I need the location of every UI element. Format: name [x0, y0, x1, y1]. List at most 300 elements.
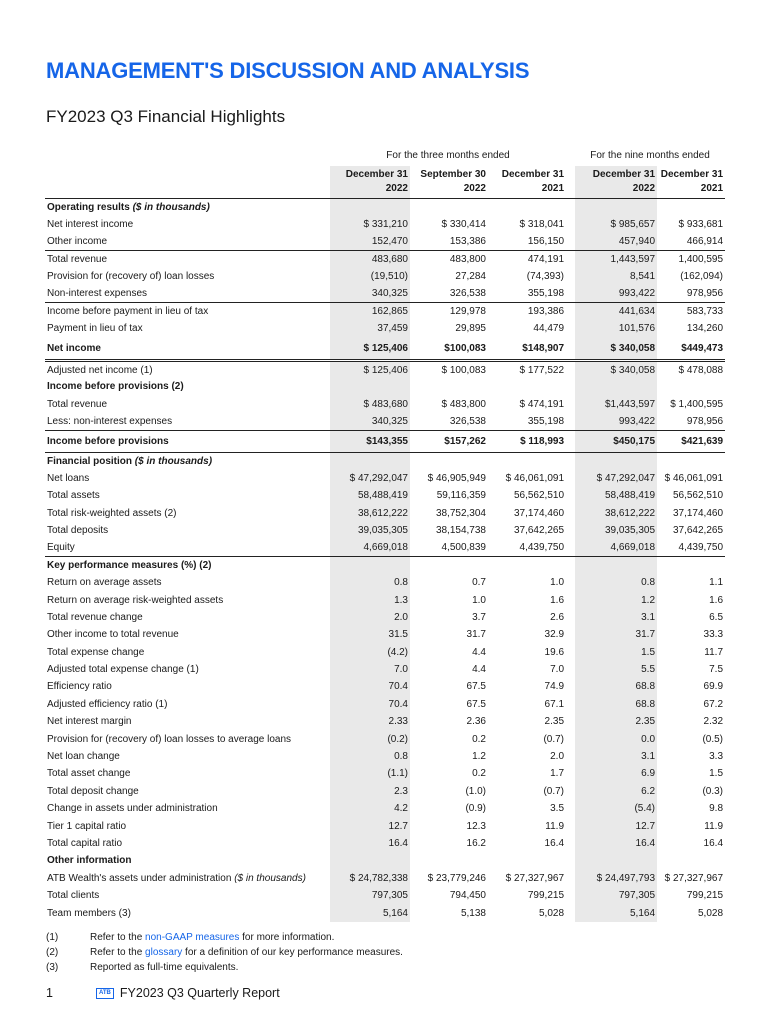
table-cell: $421,639: [657, 430, 725, 452]
table-cell: 1.6: [709, 594, 724, 606]
table-cell: $450,175: [575, 430, 657, 452]
table-cell: 483,800: [410, 251, 488, 268]
table-cell: 1.5: [709, 768, 724, 780]
table-cell: (4.2): [330, 643, 410, 660]
table-cell: 2.36: [466, 716, 486, 728]
table-cell: [575, 378, 657, 395]
row-label: Adjusted efficiency ratio (1): [47, 698, 168, 710]
table-cell: 0.8: [330, 748, 410, 765]
table-row: [45, 748, 725, 765]
table-cell: 6.5: [709, 611, 724, 623]
column-spacer: [566, 783, 575, 800]
table-row: [45, 765, 725, 782]
table-cell: 466,914: [686, 236, 724, 248]
column-spacer: [566, 361, 575, 378]
table-cell: 4.2: [330, 800, 410, 817]
table-cell: 2.3: [330, 783, 410, 800]
table-cell: 355,198: [527, 415, 565, 427]
table-cell: 5,138: [460, 907, 486, 919]
table-cell: 56,562,510: [513, 490, 565, 502]
row-label: ATB Wealth's assets under administration ($ in thousands): [47, 872, 306, 884]
table-row: [45, 678, 725, 695]
row-label: Less: non-interest expenses: [47, 415, 173, 427]
table-cell: (0.7): [543, 733, 565, 745]
table-cell: 7.0: [550, 664, 565, 676]
row-label: Equity: [45, 539, 330, 556]
row-label: Provision for (recovery of) loan losses to average loans: [47, 733, 292, 745]
table-cell: (0.2): [330, 730, 410, 747]
table-cell: 457,940: [575, 233, 657, 250]
table-cell: $ 483,680: [330, 395, 410, 412]
table-cell: 29,895: [455, 323, 486, 335]
table-cell: 16.4: [330, 835, 410, 852]
table-cell: 4,500,839: [410, 539, 488, 556]
table-cell: 31.7: [575, 626, 657, 643]
table-cell: [410, 852, 488, 869]
table-cell: 326,538: [449, 415, 486, 427]
column-spacer: [566, 626, 575, 643]
table-cell: [330, 852, 410, 869]
table-row: [45, 539, 725, 556]
table-cell: 978,956: [686, 288, 724, 300]
table-cell: [330, 378, 410, 395]
table-cell: 2.33: [330, 713, 410, 730]
column-spacer: [566, 233, 575, 250]
row-label: Total revenue: [47, 398, 108, 410]
table-cell: 59,116,359: [436, 490, 486, 502]
table-cell: 2.0: [550, 751, 565, 763]
table-cell: 0.8: [330, 574, 410, 591]
section-header-row: [45, 199, 725, 216]
table-row: [45, 303, 725, 320]
table-cell: 16.2: [466, 837, 486, 849]
section-header-row: [45, 557, 725, 574]
table-cell: 5,028: [538, 907, 565, 919]
report-title: FY2023 Q3 Quarterly Report: [119, 986, 280, 1000]
table-row: [45, 251, 725, 268]
table-cell: 1.2: [472, 751, 486, 763]
row-label: Income before provisions: [45, 430, 330, 452]
table-cell: 1.1: [709, 577, 724, 589]
table-cell: $ 125,406: [330, 361, 410, 378]
row-label: Return on average assets: [47, 577, 162, 589]
table-cell: 129,978: [410, 303, 488, 320]
row-label: Tier 1 capital ratio: [47, 820, 127, 832]
table-cell: [330, 557, 410, 574]
table-cell: 37,174,460: [513, 507, 565, 519]
table-cell: (0.9): [465, 803, 486, 815]
table-cell: [488, 852, 566, 869]
table-row: [45, 835, 725, 852]
row-label: Adjusted net income (1): [45, 361, 330, 378]
row-label: Other information: [47, 855, 132, 867]
table-cell: 7.5: [709, 664, 724, 676]
table-row: [45, 320, 725, 337]
table-cell: 37,459: [330, 320, 410, 337]
section-header-row: [45, 852, 725, 869]
column-spacer: [566, 303, 575, 320]
table-cell: 16.4: [544, 837, 565, 849]
table-row: [45, 870, 725, 887]
table-row: [45, 504, 725, 521]
table-cell: [410, 452, 488, 469]
column-header: September 30 2022: [420, 169, 486, 194]
row-label: Total capital ratio: [47, 837, 123, 849]
table-cell: [330, 452, 410, 469]
table-cell: 1,443,597: [575, 251, 657, 268]
column-spacer: [566, 904, 575, 921]
table-cell: 31.5: [330, 626, 410, 643]
table-cell: (74,393): [526, 271, 565, 283]
table-cell: 27,284: [455, 271, 486, 283]
table-cell: 4,439,750: [657, 539, 725, 556]
table-cell: 31.7: [466, 629, 486, 641]
column-spacer: [566, 378, 575, 395]
table-cell: 6.2: [575, 783, 657, 800]
table-cell: 156,150: [527, 236, 565, 248]
table-row: [45, 487, 725, 504]
table-cell: 38,154,738: [435, 524, 486, 536]
table-cell: 3.7: [472, 611, 486, 623]
table-row: [45, 783, 725, 800]
table-cell: 993,422: [575, 285, 657, 302]
table-cell: 38,612,222: [575, 504, 657, 521]
table-row: [45, 817, 725, 834]
row-label: Net loans: [47, 472, 90, 484]
table-cell: 4.4: [472, 646, 486, 658]
table-row: [45, 591, 725, 608]
table-row: [45, 696, 725, 713]
footnote: (3) Reported as full-time equivalents.: [46, 962, 239, 973]
column-spacer: [566, 413, 575, 430]
nine-months-header: For the nine months ended: [590, 150, 710, 161]
table-row: [45, 522, 725, 539]
footnote: (1) Refer to the non-GAAP measures for more information.: [46, 932, 335, 943]
column-spacer: [566, 574, 575, 591]
column-spacer: [566, 835, 575, 852]
column-spacer: [566, 696, 575, 713]
column-spacer: [566, 430, 575, 452]
column-spacer: [566, 852, 575, 869]
table-cell: $ 46,905,949: [427, 472, 486, 484]
table-cell: 2.6: [550, 611, 565, 623]
table-cell: $ 100,083: [410, 361, 488, 378]
table-cell: 1.0: [550, 577, 565, 589]
column-spacer: [566, 713, 575, 730]
row-label: Total expense change: [47, 646, 145, 658]
row-label: Net interest margin: [47, 716, 132, 728]
table-row: [45, 361, 725, 378]
column-spacer: [566, 285, 575, 302]
column-spacer: [566, 643, 575, 660]
footnote-link[interactable]: non-GAAP measures: [145, 932, 240, 943]
table-row: [45, 470, 725, 487]
table-cell: 2.35: [544, 716, 565, 728]
table-cell: 0.7: [472, 577, 486, 589]
table-cell: $ 318,041: [519, 219, 565, 231]
row-label: Net income: [45, 338, 330, 361]
row-label: Other income: [47, 236, 108, 248]
table-cell: 68.8: [575, 696, 657, 713]
row-label: Financial position ($ in thousands): [47, 455, 213, 467]
table-cell: $1,443,597: [575, 395, 657, 412]
table-cell: 797,305: [330, 887, 410, 904]
table-cell: 7.0: [330, 661, 410, 678]
row-label: Total deposits: [47, 524, 109, 536]
table-cell: 3.1: [575, 609, 657, 626]
table-cell: 37,174,460: [672, 507, 724, 519]
table-cell: [410, 199, 488, 216]
table-cell: 56,562,510: [672, 490, 724, 502]
row-label: Total revenue: [45, 251, 330, 268]
table-cell: 39,035,305: [575, 522, 657, 539]
table-cell: [488, 452, 566, 469]
table-row: [45, 887, 725, 904]
table-cell: $ 125,406: [330, 338, 410, 361]
table-cell: 153,386: [449, 236, 486, 248]
table-cell: 794,450: [449, 890, 486, 902]
table-cell: 162,865: [330, 303, 410, 320]
table-cell: [575, 199, 657, 216]
table-cell: $ 27,327,967: [664, 872, 724, 884]
table-row: [45, 338, 725, 361]
table-cell: $ 24,497,793: [575, 870, 657, 887]
table-cell: 1.7: [550, 768, 565, 780]
table-cell: 70.4: [330, 678, 410, 695]
column-spacer: [566, 557, 575, 574]
column-spacer: [566, 504, 575, 521]
section-subtitle: FY2023 Q3 Financial Highlights: [46, 107, 286, 126]
column-header-row: [45, 166, 725, 199]
table-row: [45, 413, 725, 430]
column-spacer: [566, 800, 575, 817]
table-row: [45, 626, 725, 643]
table-cell: 58,488,419: [575, 487, 657, 504]
footnote: (2) Refer to the glossary for a definition of our key performance measures.: [46, 947, 403, 958]
column-spacer: [566, 870, 575, 887]
column-header: December 31 2022: [575, 166, 657, 199]
table-cell: 74.9: [544, 681, 565, 693]
table-cell: 37,642,265: [513, 524, 565, 536]
row-label: Change in assets under administration: [47, 803, 218, 815]
table-cell: [657, 557, 725, 574]
table-cell: [657, 852, 725, 869]
table-row: [45, 430, 725, 452]
column-spacer: [566, 678, 575, 695]
table-cell: 134,260: [686, 323, 724, 335]
table-row: [45, 904, 725, 921]
table-cell: $ 474,191: [519, 398, 565, 410]
table-row: [45, 661, 725, 678]
table-cell: $157,262: [410, 430, 488, 452]
section-header-row: [45, 452, 725, 469]
table-cell: 12.3: [466, 820, 486, 832]
row-label: Total assets: [47, 490, 100, 502]
row-label: Key performance measures (%) (2): [47, 559, 212, 571]
table-cell: [410, 557, 488, 574]
table-cell: [330, 199, 410, 216]
footnote-link[interactable]: glossary: [145, 947, 183, 958]
table-row: [45, 268, 725, 285]
row-label: Total revenue change: [47, 611, 143, 623]
table-cell: (1.1): [330, 765, 410, 782]
table-cell: (1.0): [465, 785, 486, 797]
table-row: [45, 730, 725, 747]
column-header: December 31 2021: [660, 169, 724, 194]
table-cell: $ 27,327,967: [505, 872, 565, 884]
table-cell: $ 483,800: [441, 398, 486, 410]
table-cell: 4,439,750: [488, 539, 566, 556]
table-cell: (0.7): [543, 785, 565, 797]
table-cell: $ 933,681: [678, 219, 724, 231]
table-cell: $143,355: [330, 430, 410, 452]
table-cell: 12.7: [330, 817, 410, 834]
table-cell: 1.2: [575, 591, 657, 608]
row-label: Income before payment in lieu of tax: [45, 303, 330, 320]
column-group-header: [45, 150, 725, 166]
column-spacer: [566, 817, 575, 834]
row-label: Return on average risk-weighted assets: [47, 594, 224, 606]
table-cell: $ 330,414: [441, 219, 486, 231]
table-cell: [575, 852, 657, 869]
table-cell: 4,669,018: [575, 539, 657, 556]
row-label: Total risk-weighted assets (2): [47, 507, 177, 519]
column-spacer: [566, 199, 575, 216]
table-cell: $100,083: [410, 338, 488, 361]
table-cell: 44,479: [533, 323, 565, 335]
row-label: Net interest income: [47, 219, 134, 231]
column-spacer: [566, 338, 575, 361]
three-months-header: For the three months ended: [386, 150, 510, 161]
table-cell: [410, 378, 488, 395]
table-cell: 3.3: [709, 751, 724, 763]
row-label: Non-interest expenses: [47, 288, 148, 300]
table-cell: [575, 452, 657, 469]
table-row: [45, 216, 725, 233]
table-cell: 1,400,595: [657, 251, 725, 268]
table-cell: [657, 452, 725, 469]
table-cell: 68.8: [575, 678, 657, 695]
table-cell: 2.0: [330, 609, 410, 626]
table-cell: [488, 378, 566, 395]
table-cell: (0.3): [702, 785, 724, 797]
table-cell: 355,198: [527, 288, 565, 300]
table-cell: $ 47,292,047: [575, 470, 657, 487]
column-spacer: [566, 730, 575, 747]
table-cell: 978,956: [686, 415, 724, 427]
table-cell: 69.9: [703, 681, 724, 693]
table-cell: 483,680: [330, 251, 410, 268]
table-cell: 11.9: [704, 820, 724, 832]
table-cell: $ 1,400,595: [670, 398, 724, 410]
column-spacer: [566, 591, 575, 608]
table-cell: 152,470: [330, 233, 410, 250]
table-cell: $ 118,993: [488, 430, 566, 452]
table-row: [45, 395, 725, 412]
table-row: [45, 233, 725, 250]
table-cell: 5,164: [330, 904, 410, 921]
table-row: [45, 285, 725, 302]
table-cell: 1.3: [330, 591, 410, 608]
table-cell: 16.4: [703, 837, 724, 849]
table-cell: $ 24,782,338: [330, 870, 410, 887]
table-cell: 474,191: [488, 251, 566, 268]
table-cell: 38,612,222: [330, 504, 410, 521]
table-cell: $ 46,061,091: [505, 472, 565, 484]
page-footer: [46, 986, 280, 1000]
table-cell: [657, 199, 725, 216]
table-cell: 37,642,265: [672, 524, 724, 536]
table-row: [45, 713, 725, 730]
column-spacer: [566, 487, 575, 504]
table-cell: 799,215: [686, 890, 724, 902]
column-spacer: [566, 320, 575, 337]
table-cell: 4.4: [472, 664, 486, 676]
table-cell: 0.0: [575, 730, 657, 747]
column-header: December 31 2021: [501, 169, 565, 194]
row-label: Efficiency ratio: [47, 681, 112, 693]
column-spacer: [566, 539, 575, 556]
table-cell: 58,488,419: [330, 487, 410, 504]
column-spacer: [566, 765, 575, 782]
row-label: Net loan change: [47, 751, 120, 763]
table-cell: [488, 557, 566, 574]
table-cell: 67.2: [703, 698, 724, 710]
table-cell: 5.5: [575, 661, 657, 678]
column-spacer: [566, 522, 575, 539]
table-cell: 8,541: [575, 268, 657, 285]
table-cell: $ 985,657: [575, 216, 657, 233]
row-label: Operating results ($ in thousands): [47, 201, 210, 213]
column-spacer: [566, 748, 575, 765]
table-cell: 3.1: [575, 748, 657, 765]
page-title: MANAGEMENT'S DISCUSSION AND ANALYSIS: [46, 58, 530, 83]
table-cell: 1.5: [575, 643, 657, 660]
table-cell: 0.2: [472, 733, 486, 745]
table-cell: 67.5: [466, 681, 486, 693]
atb-logo-icon: ATB: [96, 988, 114, 999]
table-cell: $ 331,210: [330, 216, 410, 233]
column-spacer: [566, 661, 575, 678]
column-spacer: [566, 887, 575, 904]
table-row: [45, 609, 725, 626]
table-cell: $ 23,779,246: [427, 872, 486, 884]
table-cell: 33.3: [703, 629, 724, 641]
row-label: Total asset change: [47, 768, 131, 780]
table-cell: $148,907: [488, 338, 566, 361]
table-cell: 5,164: [575, 904, 657, 921]
table-cell: 326,538: [449, 288, 486, 300]
column-spacer: [566, 452, 575, 469]
table-cell: 0.2: [472, 768, 486, 780]
table-cell: 9.8: [709, 803, 724, 815]
table-cell: (162,094): [680, 271, 724, 283]
table-cell: 193,386: [488, 303, 566, 320]
table-cell: 11.9: [545, 820, 565, 832]
table-cell: 67.5: [466, 698, 486, 710]
table-row: [45, 574, 725, 591]
table-cell: 1.0: [472, 594, 486, 606]
table-cell: 799,215: [527, 890, 565, 902]
row-label: Income before provisions (2): [47, 381, 184, 393]
table-cell: 32.9: [544, 629, 565, 641]
table-cell: $ 47,292,047: [330, 470, 410, 487]
column-spacer: [566, 470, 575, 487]
table-cell: 993,422: [575, 413, 657, 430]
column-spacer: [566, 251, 575, 268]
table-cell: [488, 199, 566, 216]
table-cell: 11.7: [704, 646, 724, 658]
